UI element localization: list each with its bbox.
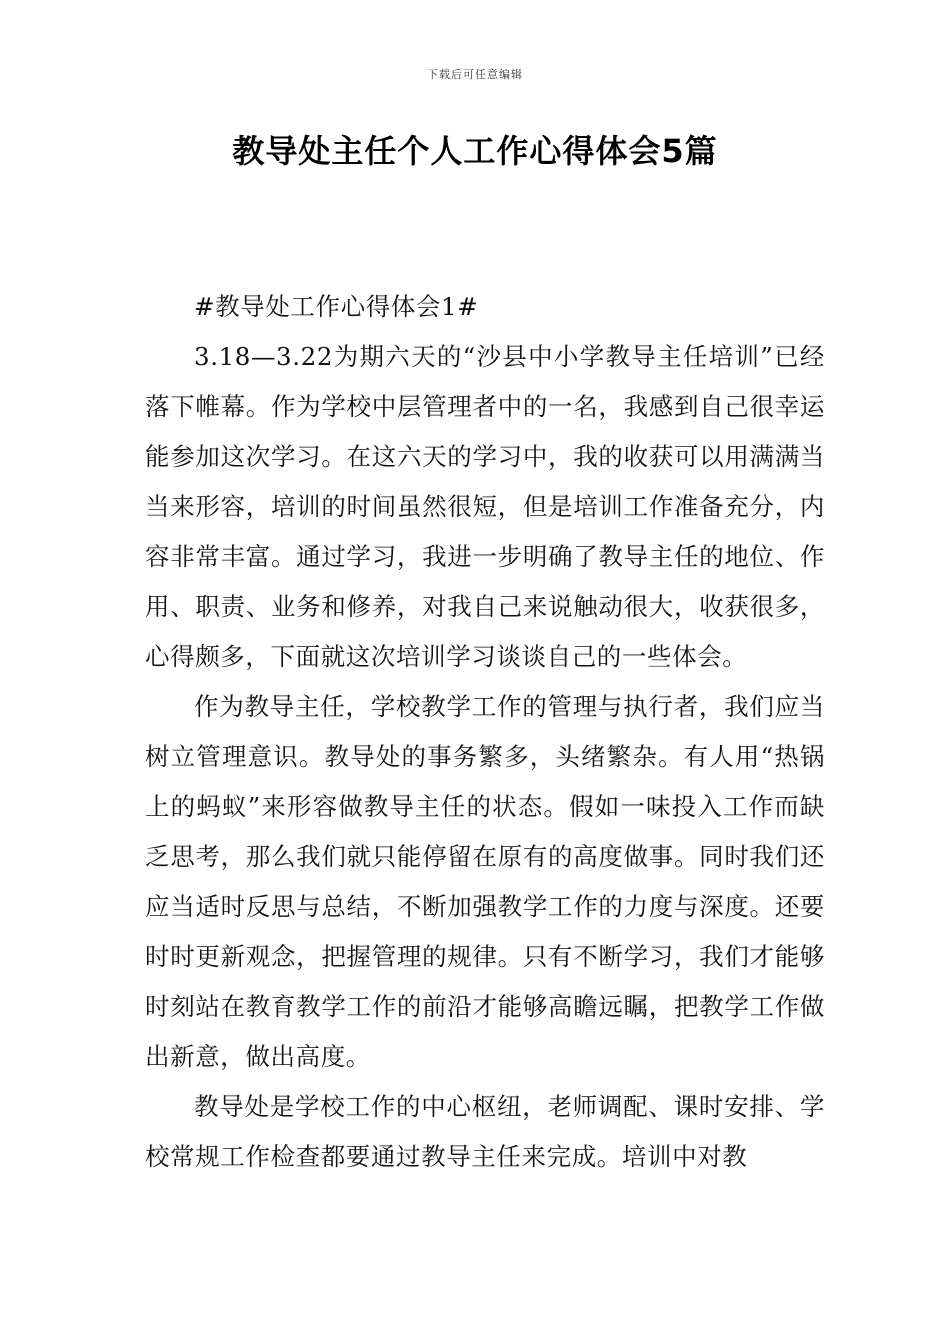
header-note: 下载后可任意编辑 <box>427 68 523 81</box>
paragraph: 教导处是学校工作的中心枢纽，老师调配、课时安排、学校常规工作检查都要通过教导主任来完成。培训中对教 <box>145 1092 825 1171</box>
section-heading: #教导处工作心得体会1# <box>194 292 479 321</box>
document-title: 教导处主任个人工作心得体会5篇 <box>232 132 718 170</box>
paragraph: 作为教导主任，学校教学工作的管理与执行者，我们应当树立管理意识。教导处的事务繁多，头绪繁杂。有人用“热锅上的蚂蚁”来形容做教导主任的状态。假如一味投入工作而缺乏思考，那么我们就只能停留在原有的高度做事。同时我们还应当适时反思与总结，不断加强教学工作的力度与深度。还要时时更新观念，把握管理的规律。只有不断学习，我们才能够时刻站在教育教学工作的前沿才能够高瞻远瞩，把教学工作做出新意，做出高度。 <box>145 692 825 1071</box>
document-body <box>145 282 825 1182</box>
paragraph: 3.18—3.22为期六天的“沙县中小学教导主任培训”已经落下帷幕。作为学校中层管理者中的一名，我感到自己很幸运能参加这次学习。在这六天的学习中，我的收获可以用满满当当来形容，培训的时间虽然很短，但是培训工作准备充分，内容非常丰富。通过学习，我进一步明确了教导主任的地位、作用、职责、业务和修养，对我自己来说触动很大，收获很多，心得颇多，下面就这次培训学习谈谈自己的一些体会。 <box>145 342 825 671</box>
